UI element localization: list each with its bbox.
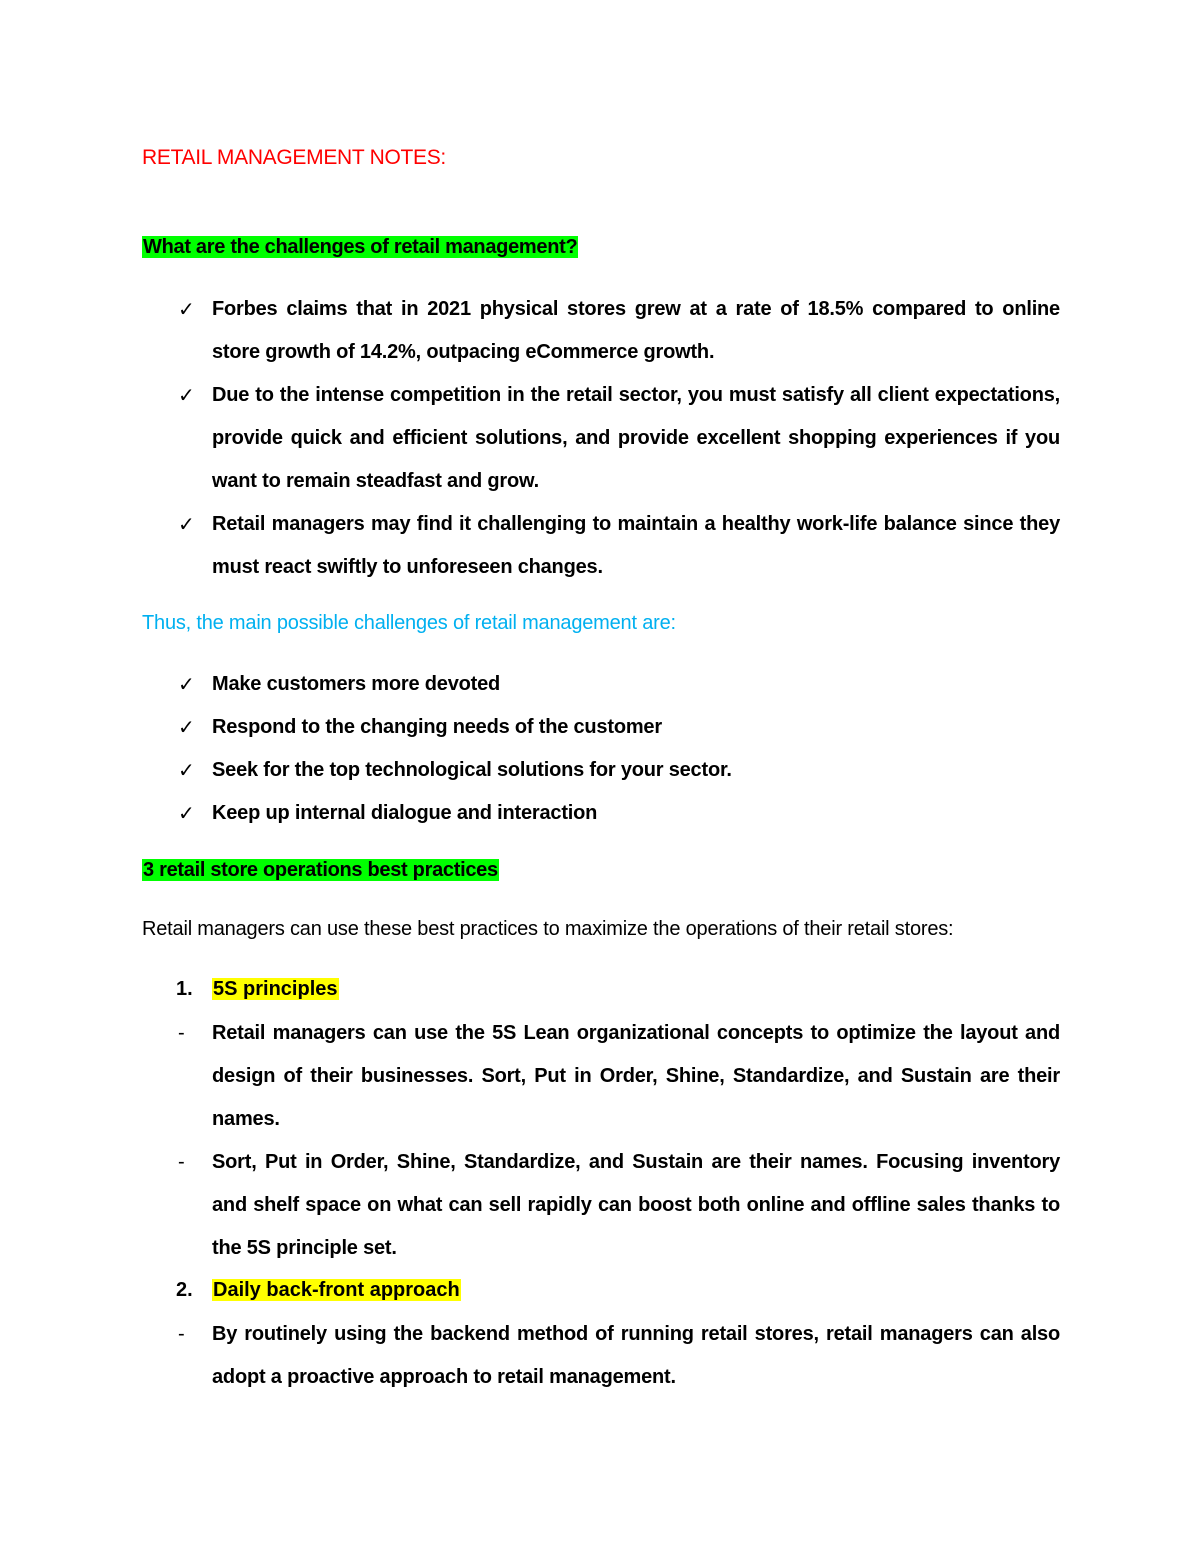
item-number: 2. xyxy=(176,1279,193,1301)
dash-point-text: By routinely using the backend method of running retail stores, retail managers can also adopt a proactive approach to retail management. xyxy=(212,1323,1060,1388)
list-item-text: Seek for the top technological solutions for your sector. xyxy=(212,759,732,781)
dash-marker: - xyxy=(178,1151,185,1173)
item-number: 1. xyxy=(176,978,193,1000)
section-heading-best-practices xyxy=(142,859,499,882)
list-item-text: Keep up internal dialogue and interaction xyxy=(212,802,598,824)
item-title-wrap xyxy=(212,978,339,1001)
list-item xyxy=(0,663,1060,706)
summary-line: Thus, the main possible challenges of retail management are: xyxy=(142,612,676,634)
checkmark-icon: ✓ xyxy=(178,383,195,407)
checkmark-icon: ✓ xyxy=(178,512,195,536)
intro-paragraph: Retail managers can use these best practices to maximize the operations of their retail stores: xyxy=(142,918,954,940)
highlighted-heading: 3 retail store operations best practices xyxy=(143,859,498,881)
list-item-text: Due to the intense competition in the retail sector, you must satisfy all client expectations, provide quick and efficient solutions, and provide excellent shopping experiences if you want to remain steadfast and grow. xyxy=(212,384,1060,492)
item-title: Daily back-front approach xyxy=(213,1279,460,1301)
dash-marker: - xyxy=(178,1323,185,1345)
checkmark-icon: ✓ xyxy=(178,672,195,696)
list-item xyxy=(0,374,1060,503)
main-challenges-list xyxy=(0,663,1200,835)
list-item-text: Forbes claims that in 2021 physical stores grew at a rate of 18.5% compared to online store growth of 14.2%, outpacing eCommerce growth. xyxy=(212,298,1060,363)
dash-point-text: Retail managers can use the 5S Lean organizational concepts to optimize the layout and design of their businesses. Sort, Put in Order, Shine, Standardize, and Sustain are their names. xyxy=(212,1022,1060,1130)
list-item-text: Retail managers may find it challenging to maintain a healthy work-life balance since they must react swiftly to unforeseen changes. xyxy=(212,513,1060,578)
list-item xyxy=(0,288,1060,374)
list-item-text: Respond to the changing needs of the customer xyxy=(212,716,662,738)
dash-point-text: Sort, Put in Order, Shine, Standardize, and Sustain are their names. Focusing inventory and shelf space on what can sell rapidly can boost both online and offline sales thanks to the 5S principle set. xyxy=(212,1151,1060,1259)
highlighted-heading: What are the challenges of retail management? xyxy=(143,236,578,258)
document-title: RETAIL MANAGEMENT NOTES: xyxy=(142,146,446,169)
list-item xyxy=(0,706,1060,749)
checkmark-icon: ✓ xyxy=(178,715,195,739)
list-item xyxy=(0,792,1060,835)
checkmark-icon: ✓ xyxy=(178,297,195,321)
dash-marker: - xyxy=(178,1022,185,1044)
section-heading-challenges xyxy=(142,236,578,259)
item-title-wrap xyxy=(212,1279,461,1302)
challenges-list xyxy=(0,288,1200,589)
list-item xyxy=(0,503,1060,589)
checkmark-icon: ✓ xyxy=(178,801,195,825)
list-item-text: Make customers more devoted xyxy=(212,673,501,695)
item-title: 5S principles xyxy=(213,978,338,1000)
list-item xyxy=(0,749,1060,792)
checkmark-icon: ✓ xyxy=(178,758,195,782)
